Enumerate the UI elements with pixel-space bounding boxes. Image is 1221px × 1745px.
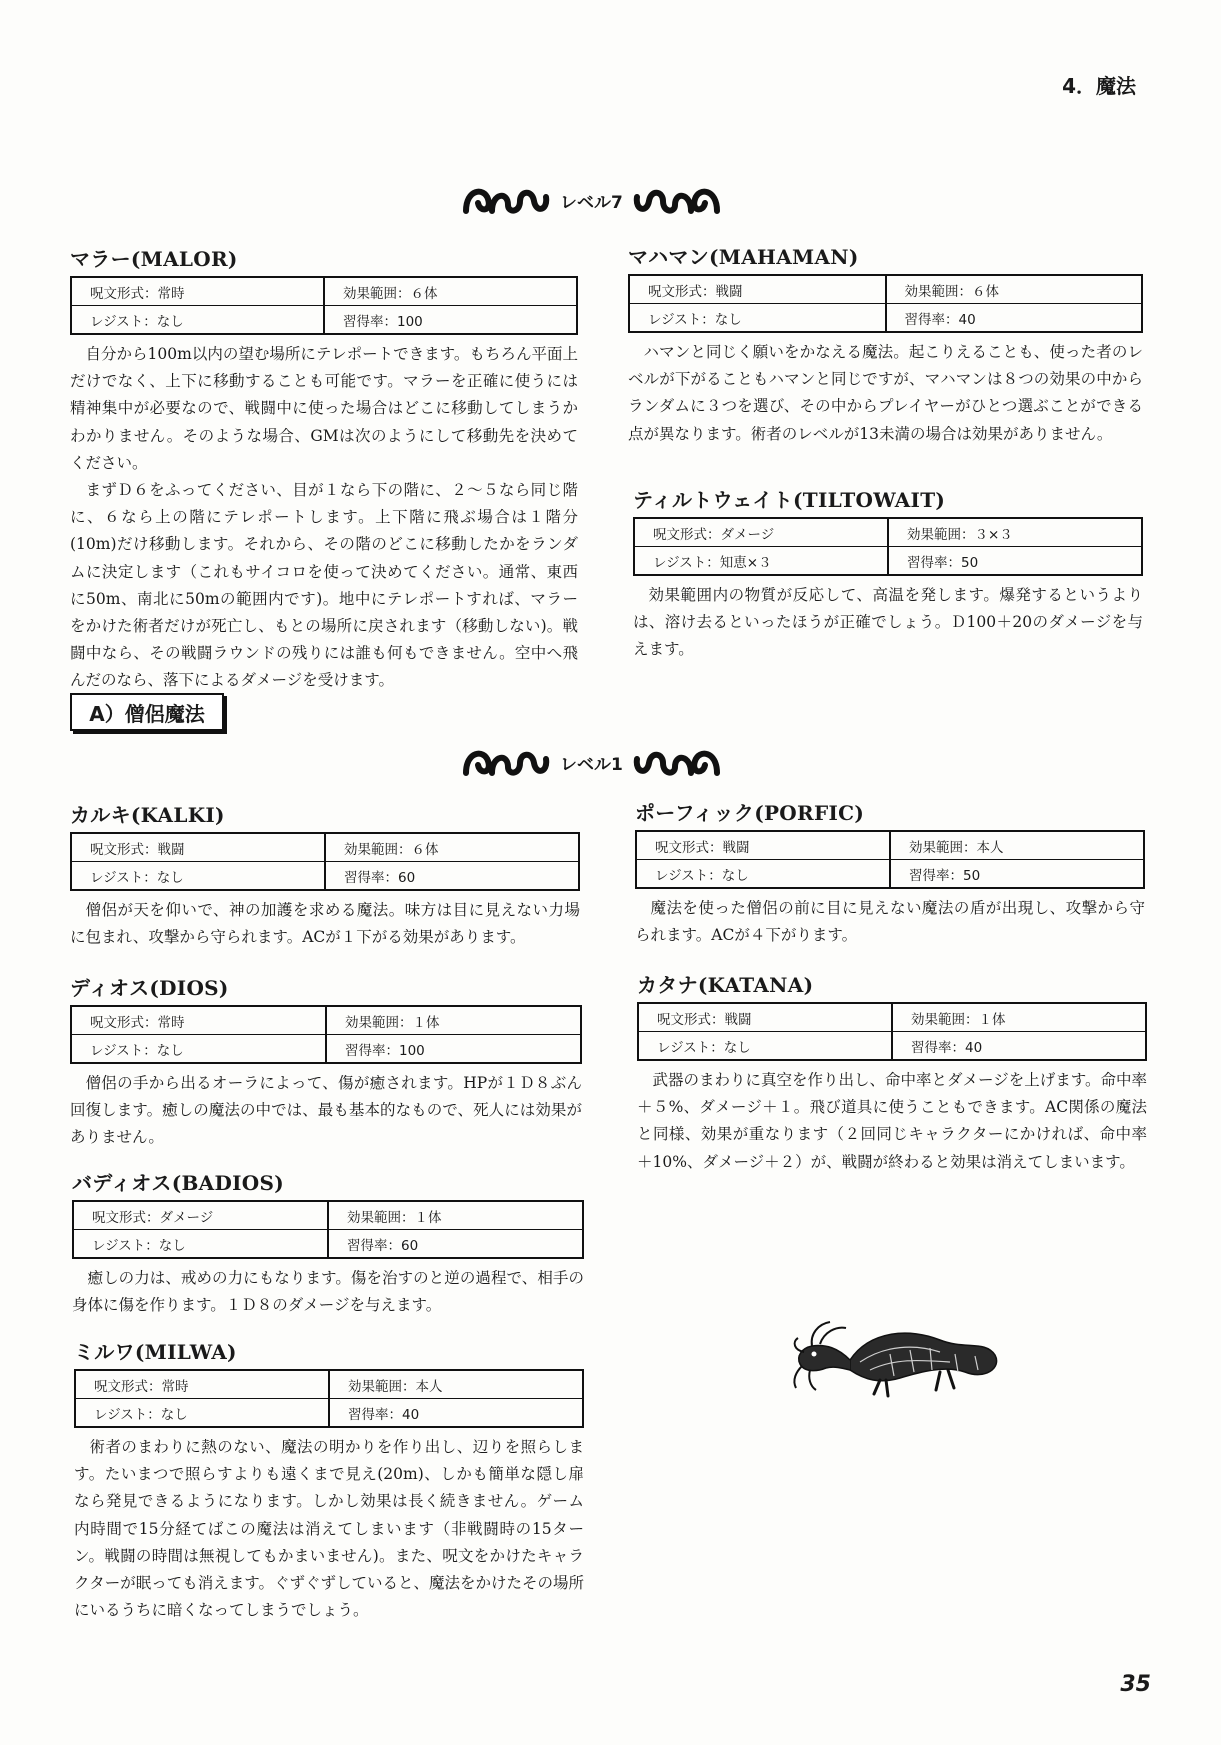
spell-stats-table <box>70 832 580 891</box>
spell-resist: レジスト：なし <box>73 1230 328 1259</box>
spell-rate: 習得率：40 <box>886 304 1143 333</box>
spell-rate: 習得率：100 <box>326 1035 581 1064</box>
spell-resist: レジスト：なし <box>636 860 890 889</box>
spell-name: ポーフィック(PORFIC) <box>635 801 865 825</box>
spell-description: 武器のまわりに真空を作り出し、命中率とダメージを上げます。命中率＋５%、ダメージ＋１。飛び道具に使うこともできます。AC関係の魔法と同様、効果が重なります（２回同じキャラクターにかければ、命中率＋10%、ダメージ＋２）が、戦闘が終わると効果は消えてしまいます。 <box>637 1071 1147 1171</box>
spell-name: マハマン(MAHAMAN) <box>628 245 859 269</box>
spell-malor <box>70 243 578 695</box>
spell-resist: レジスト：なし <box>75 1399 329 1428</box>
spell-name: バディオス(BADIOS) <box>72 1171 285 1195</box>
spell-name: ティルトウェイト(TILTOWAIT) <box>633 488 946 512</box>
spell-range: 効果範囲：本人 <box>890 831 1144 860</box>
spell-stats-table <box>635 830 1145 889</box>
spell-description: 自分から100m以内の望む場所にテレポートできます。もちろん平面上だけでなく、上下に移動することも可能です。マラーを正確に使うには精神集中が必要なので、戦闘中に使った場合はどこに移動してしまうかわかりません。そのような場合、GMは次のようにして移動先を決めてください。 <box>70 345 578 472</box>
spell-resist: レジスト：知恵×３ <box>634 547 888 576</box>
ornament-right-icon <box>633 745 721 779</box>
spell-form: 呪文形式：戦闘 <box>638 1003 892 1032</box>
level-7-label: レベル7 <box>560 192 623 213</box>
spell-description: 僧侶が天を仰いで、神の加護を求める魔法。味方は目に見えない力場に包まれ、攻撃から守られます。ACが１下がる効果があります。 <box>70 901 580 947</box>
spell-form: 呪文形式：戦闘 <box>636 831 890 860</box>
spell-range: 効果範囲：１体 <box>326 1006 581 1035</box>
spell-description: まずＤ６をふってください、目が１なら下の階に、２～５なら同じ階に、６なら上の階にテレポートします。上下階に飛ぶ場合は１階分(10m)だけ移動します。それから、その階のどこに移動したかをランダムに決定します（これもサイコロを使って決めてください。通常、東西に50m、南北に50mの範囲内です)。地中にテレポートすれば、マラーをかけた術者だけが死亡し、もとの場所に戻されます（移動しない)。戦闘中なら、その戦闘ラウンドの残りには誰も何もできません。空中へ飛んだのなら、落下によるダメージを受けます。 <box>70 481 578 690</box>
spell-stats-table <box>72 1200 584 1259</box>
spell-description: 癒しの力は、戒めの力にもなります。傷を治すのと逆の過程で、相手の身体に傷を作ります。１Ｄ８のダメージを与えます。 <box>72 1269 584 1315</box>
spell-rate: 習得率：60 <box>328 1230 583 1259</box>
page-number: 35 <box>1120 1672 1151 1697</box>
spell-description: 魔法を使った僧侶の前に目に見えない魔法の盾が出現し、攻撃から守られます。ACが４下がります。 <box>635 899 1145 945</box>
spell-resist: レジスト：なし <box>71 1035 326 1064</box>
spell-name: カタナ(KATANA) <box>637 973 814 997</box>
dragon-illustration-icon <box>790 1310 1005 1400</box>
spell-badios <box>72 1167 584 1319</box>
spell-rate: 習得率：50 <box>888 547 1142 576</box>
spell-form: 呪文形式：ダメージ <box>634 518 888 547</box>
spell-rate: 習得率：60 <box>325 862 579 891</box>
spell-tiltowait <box>633 484 1143 664</box>
spell-dios <box>70 972 582 1152</box>
spell-name: マラー(MALOR) <box>70 247 238 271</box>
spell-range: 効果範囲：本人 <box>329 1370 583 1399</box>
spell-form: 呪文形式：戦闘 <box>629 275 886 304</box>
ornament-left-icon <box>462 183 550 217</box>
spell-range: 効果範囲：６体 <box>886 275 1143 304</box>
spell-porfic <box>635 797 1145 949</box>
spell-description: ハマンと同じく願いをかなえる魔法。起こりえることも、使った者のレベルが下がることもハマンと同じですが、マハマンは８つの効果の中からランダムに３つを選び、その中からプレイヤーがひとつ選ぶことができる点が異なります。術者のレベルが13未満の場合は効果がありません。 <box>628 343 1143 443</box>
spell-rate: 習得率：40 <box>892 1032 1146 1061</box>
spell-kalki <box>70 799 580 951</box>
spell-name: ディオス(DIOS) <box>70 976 229 1000</box>
spell-rate: 習得率：100 <box>324 306 577 335</box>
spell-mahaman <box>628 241 1143 448</box>
spell-stats-table <box>637 1002 1147 1061</box>
chapter-header: 4．魔法 <box>1062 74 1136 98</box>
spell-rate: 習得率：40 <box>329 1399 583 1428</box>
spell-range: 効果範囲：６体 <box>324 277 577 306</box>
spell-name: カルキ(KALKI) <box>70 803 225 827</box>
spell-resist: レジスト：なし <box>71 306 324 335</box>
spell-form: 呪文形式：常時 <box>71 1006 326 1035</box>
spell-range: 効果範囲：３×３ <box>888 518 1142 547</box>
spell-form: 呪文形式：ダメージ <box>73 1201 328 1230</box>
level-heading-1 <box>462 745 721 779</box>
spell-resist: レジスト：なし <box>638 1032 892 1061</box>
spell-form: 呪文形式：常時 <box>75 1370 329 1399</box>
spell-milwa <box>74 1336 584 1624</box>
spell-range: 効果範囲：１体 <box>328 1201 583 1230</box>
spell-rate: 習得率：50 <box>890 860 1144 889</box>
ornament-right-icon <box>633 183 721 217</box>
spell-stats-table <box>70 1005 582 1064</box>
spell-katana <box>637 969 1147 1176</box>
spell-form: 呪文形式：戦闘 <box>71 833 325 862</box>
spell-name: ミルワ(MILWA) <box>74 1340 237 1364</box>
spell-description: 僧侶の手から出るオーラによって、傷が癒されます。HPが１Ｄ８ぶん回復します。癒しの魔法の中では、最も基本的なもので、死人には効果がありません。 <box>70 1074 582 1147</box>
spell-resist: レジスト：なし <box>629 304 886 333</box>
level-heading-7 <box>462 183 721 217</box>
spell-stats-table <box>633 517 1143 576</box>
spell-resist: レジスト：なし <box>71 862 325 891</box>
level-1-label: レベル1 <box>560 754 623 775</box>
section-title: A）僧侶魔法 <box>70 693 224 731</box>
spell-stats-table <box>70 276 578 335</box>
spell-description: 効果範囲内の物質が反応して、高温を発します。爆発するというよりは、溶け去るといったほうが正確でしょう。Ｄ100＋20のダメージを与えます。 <box>633 586 1143 659</box>
spell-stats-table <box>628 274 1143 333</box>
spell-range: 効果範囲：６体 <box>325 833 579 862</box>
spell-description: 術者のまわりに熱のない、魔法の明かりを作り出し、辺りを照らします。たいまつで照らすよりも遠くまで見え(20m)、しかも簡単な隠し扉なら発見できるようになります。しかし効果は長く続きません。ゲーム内時間で15分経てばこの魔法は消えてしまいます（非戦闘時の15ターン。戦闘の時間は無視してもかまいません)。また、呪文をかけたキャラクターが眠っても消えます。ぐずぐずしていると、魔法をかけたその場所にいるうちに暗くなってしまうでしょう。 <box>74 1438 584 1620</box>
ornament-left-icon <box>462 745 550 779</box>
spell-form: 呪文形式：常時 <box>71 277 324 306</box>
spell-stats-table <box>74 1369 584 1428</box>
spell-range: 効果範囲：１体 <box>892 1003 1146 1032</box>
